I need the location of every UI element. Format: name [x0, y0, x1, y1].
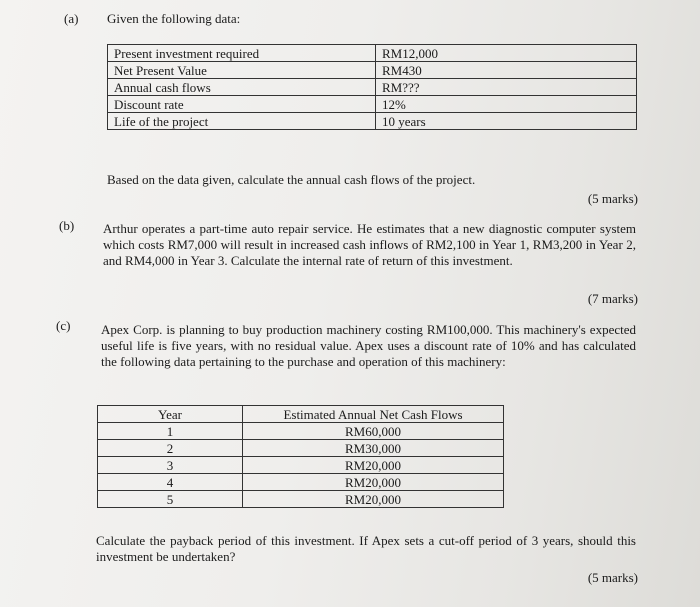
table-header-row	[98, 406, 504, 423]
table-cell-key: Annual cash flows	[108, 79, 376, 96]
part-a-label: (a)	[64, 11, 79, 26]
table-cell-year: 4	[98, 474, 243, 491]
table-row	[98, 457, 504, 474]
table-cell-flow: RM20,000	[243, 457, 504, 474]
data-table-a	[107, 44, 637, 130]
table-cell-key: Net Present Value	[108, 62, 376, 79]
table-row	[108, 45, 637, 62]
table-cell-value: RM???	[376, 79, 637, 96]
table-cell-year: 3	[98, 457, 243, 474]
table-cell-value: 10 years	[376, 113, 637, 130]
part-a-question: Based on the data given, calculate the annual cash flows of the project.	[107, 172, 476, 187]
table-row	[98, 474, 504, 491]
table-row	[98, 491, 504, 508]
column-header-year: Year	[98, 406, 243, 423]
table-cell-flow: RM20,000	[243, 491, 504, 508]
table-row	[108, 96, 637, 113]
table-row	[108, 113, 637, 130]
part-a-intro: Given the following data:	[107, 11, 241, 26]
part-b-label: (b)	[59, 218, 75, 233]
table-row	[108, 79, 637, 96]
table-cell-year: 2	[98, 440, 243, 457]
table-cell-value: 12%	[376, 96, 637, 113]
table-cell-flow: RM60,000	[243, 423, 504, 440]
table-cell-flow: RM20,000	[243, 474, 504, 491]
table-cell-key: Discount rate	[108, 96, 376, 113]
part-c-label: (c)	[56, 318, 71, 333]
table-cell-flow: RM30,000	[243, 440, 504, 457]
table-cell-key: Present investment required	[108, 45, 376, 62]
table-cell-year: 1	[98, 423, 243, 440]
table-row	[98, 423, 504, 440]
part-c-question: Calculate the payback period of this investment. If Apex sets a cut-off period of 3 years, should this investment be undertaken?	[96, 533, 636, 564]
table-cell-year: 5	[98, 491, 243, 508]
column-header-flows: Estimated Annual Net Cash Flows	[243, 406, 504, 423]
table-row	[98, 440, 504, 457]
part-b-marks: (7 marks)	[587, 291, 638, 306]
part-c-text: Apex Corp. is planning to buy production machinery costing RM100,000. This machinery's expected useful life is five years, with no residual value. Apex uses a discount rate of 10% and has calculated the following data pertaining to the purchase and operation of this machinery:	[101, 322, 636, 369]
table-cell-value: RM430	[376, 62, 637, 79]
part-b-text: Arthur operates a part-time auto repair service. He estimates that a new diagnostic computer system which costs RM7,000 will result in increased cash inflows of RM2,100 in Year 1, RM3,200 in Year 2, and RM4,000 in Year 3. Calculate the internal rate of return of this investment.	[103, 221, 636, 268]
table-cell-value: RM12,000	[376, 45, 637, 62]
part-c-marks: (5 marks)	[587, 570, 638, 585]
table-row	[108, 62, 637, 79]
part-a-marks: (5 marks)	[587, 191, 638, 206]
cash-flow-table	[97, 405, 504, 508]
table-cell-key: Life of the project	[108, 113, 376, 130]
